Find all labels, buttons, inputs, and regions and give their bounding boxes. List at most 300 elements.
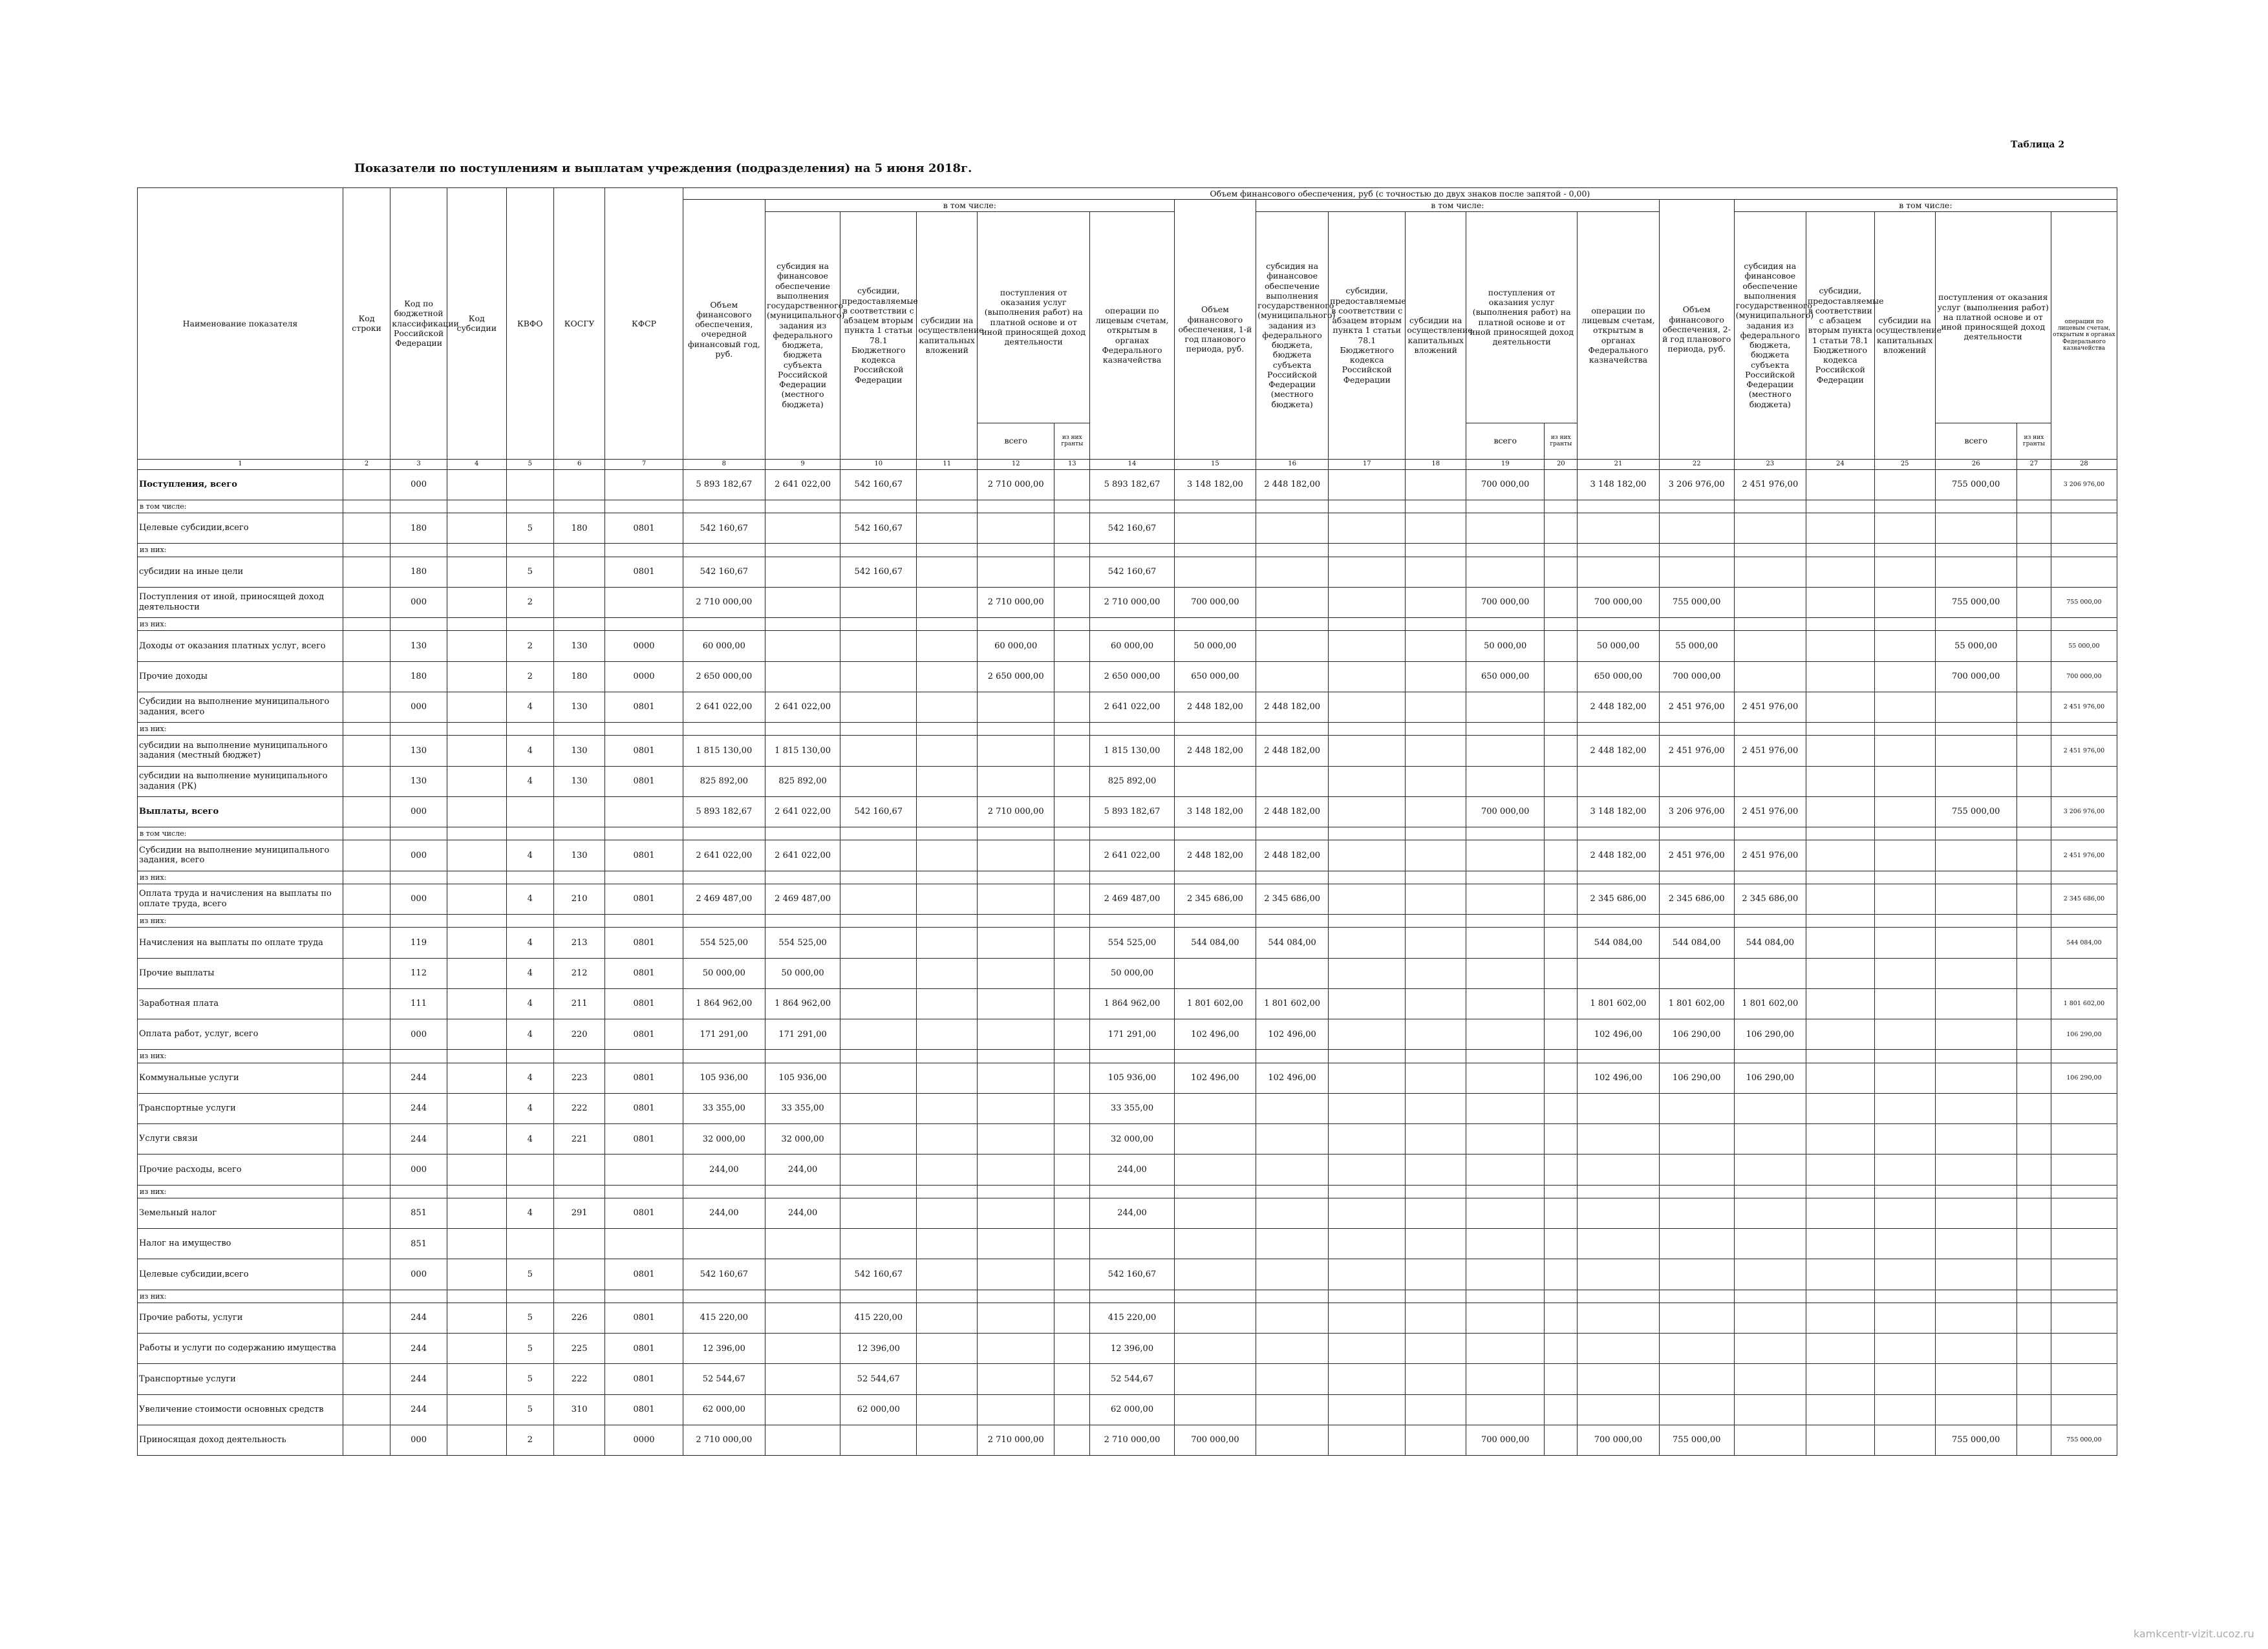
line-code-cell <box>343 1364 390 1394</box>
cell-c22: 106 290,00 <box>1659 1019 1734 1050</box>
cell-c11 <box>917 557 978 587</box>
cell-c8 <box>683 618 765 631</box>
cell-c23 <box>1734 1198 1806 1228</box>
section-label-row <box>138 723 2117 736</box>
cell-c27 <box>2017 1290 2051 1303</box>
cell-c21 <box>1578 1229 1659 1259</box>
header-line-code: Код строки <box>343 188 390 460</box>
table-row <box>138 988 2117 1019</box>
cell-c14: 2 710 000,00 <box>1090 1425 1174 1455</box>
cell-c13 <box>1054 723 1090 736</box>
cell-c23 <box>1734 1124 1806 1154</box>
subsidy-code-cell <box>447 661 506 692</box>
cell-c11 <box>917 723 978 736</box>
cell-kvfo <box>506 544 553 557</box>
cell-c17 <box>1329 988 1406 1019</box>
cell-c13 <box>1054 840 1090 871</box>
line-code-cell <box>343 840 390 871</box>
cell-c18 <box>1406 1425 1466 1455</box>
cell-c17 <box>1329 1093 1406 1123</box>
cell-c20 <box>1545 1394 1578 1425</box>
cell-c13 <box>1054 469 1090 500</box>
subsidy-code-cell <box>447 766 506 796</box>
cell-c16 <box>1256 1229 1329 1259</box>
cell-c8: 415 220,00 <box>683 1303 765 1333</box>
column-number: 10 <box>840 459 917 469</box>
cell-kvfo <box>506 1229 553 1259</box>
row-name: Поступления от иной, приносящей доход деятельности <box>138 587 343 617</box>
cell-c19 <box>1466 1063 1545 1093</box>
cell-code: 000 <box>390 1154 447 1185</box>
cell-c12 <box>978 513 1054 544</box>
cell-c24 <box>1806 1093 1874 1123</box>
cell-c10 <box>840 1063 917 1093</box>
cell-c21: 2 345 686,00 <box>1578 884 1659 914</box>
table-header <box>138 188 2117 470</box>
cell-c8: 60 000,00 <box>683 631 765 661</box>
cell-c12 <box>978 1185 1054 1198</box>
cell-c25 <box>1874 1093 1935 1123</box>
cell-c24 <box>1806 1154 1874 1185</box>
line-code-cell <box>343 1334 390 1364</box>
cell-c10 <box>840 1093 917 1123</box>
table-number-label: Таблица 2 <box>2011 140 2065 150</box>
cell-c24 <box>1806 557 1874 587</box>
cell-c13 <box>1054 1019 1090 1050</box>
cell-c23 <box>1734 1394 1806 1425</box>
cell-c13 <box>1054 827 1090 840</box>
row-name: из них: <box>138 1185 343 1198</box>
cell-c16: 2 448 182,00 <box>1256 840 1329 871</box>
cell-c22 <box>1659 723 1734 736</box>
cell-c27 <box>2017 1425 2051 1455</box>
column-number: 9 <box>765 459 840 469</box>
cell-c20 <box>1545 1290 1578 1303</box>
cell-c24 <box>1806 544 1874 557</box>
cell-kosgu: 221 <box>553 1124 604 1154</box>
cell-c11 <box>917 988 978 1019</box>
cell-c9 <box>765 871 840 884</box>
cell-c28: 2 451 976,00 <box>2051 736 2117 766</box>
cell-c12 <box>978 928 1054 958</box>
cell-c21 <box>1578 1290 1659 1303</box>
header-subsidy-task-2: субсидия на финансовое обеспечение выполнения государственного (муниципального) задания из федерального бюджета, бюджета субъекта Российской Федерации (местного бюджета) <box>1256 211 1329 459</box>
cell-c20 <box>1545 513 1578 544</box>
cell-kfsr: 0801 <box>605 1259 683 1290</box>
cell-c26 <box>1935 840 2017 871</box>
cell-c23 <box>1734 766 1806 796</box>
cell-c21 <box>1578 1334 1659 1364</box>
cell-c11 <box>917 871 978 884</box>
cell-c9 <box>765 1394 840 1425</box>
cell-kosgu <box>553 557 604 587</box>
cell-kosgu: 130 <box>553 766 604 796</box>
cell-c11 <box>917 692 978 722</box>
line-code-cell <box>343 1394 390 1425</box>
cell-c22: 755 000,00 <box>1659 587 1734 617</box>
cell-code <box>390 827 447 840</box>
cell-c17 <box>1329 1229 1406 1259</box>
cell-c21 <box>1578 1198 1659 1228</box>
cell-c27 <box>2017 1229 2051 1259</box>
cell-c15: 50 000,00 <box>1174 631 1256 661</box>
cell-c9 <box>765 1334 840 1364</box>
cell-c19 <box>1466 1290 1545 1303</box>
cell-c16 <box>1256 513 1329 544</box>
cell-c13 <box>1054 915 1090 928</box>
cell-c14 <box>1090 1229 1174 1259</box>
cell-c15: 2 448 182,00 <box>1174 840 1256 871</box>
cell-c26 <box>1935 1303 2017 1333</box>
cell-c18 <box>1406 1259 1466 1290</box>
cell-c17 <box>1329 1154 1406 1185</box>
cell-c14: 2 710 000,00 <box>1090 587 1174 617</box>
cell-c14: 542 160,67 <box>1090 513 1174 544</box>
cell-c18 <box>1406 469 1466 500</box>
cell-c13 <box>1054 1229 1090 1259</box>
cell-c27 <box>2017 840 2051 871</box>
cell-c15: 3 148 182,00 <box>1174 469 1256 500</box>
cell-c25 <box>1874 544 1935 557</box>
cell-c28 <box>2051 1124 2117 1154</box>
subsidy-code-cell <box>447 840 506 871</box>
row-name: Услуги связи <box>138 1124 343 1154</box>
cell-c16 <box>1256 1124 1329 1154</box>
cell-c8: 2 641 022,00 <box>683 840 765 871</box>
cell-c23 <box>1734 618 1806 631</box>
cell-c17 <box>1329 1124 1406 1154</box>
cell-c15 <box>1174 513 1256 544</box>
cell-c18 <box>1406 796 1466 827</box>
cell-c13 <box>1054 631 1090 661</box>
cell-c28 <box>2051 1364 2117 1394</box>
cell-c16 <box>1256 1334 1329 1364</box>
cell-c19 <box>1466 618 1545 631</box>
cell-c9 <box>765 631 840 661</box>
cell-c14: 2 650 000,00 <box>1090 661 1174 692</box>
cell-c11 <box>917 1290 978 1303</box>
cell-kfsr: 0000 <box>605 1425 683 1455</box>
cell-c11 <box>917 928 978 958</box>
cell-c8: 32 000,00 <box>683 1124 765 1154</box>
line-code-cell <box>343 958 390 988</box>
cell-kosgu: 180 <box>553 661 604 692</box>
row-name: Транспортные услуги <box>138 1093 343 1123</box>
cell-c27 <box>2017 736 2051 766</box>
table-row <box>138 1303 2117 1333</box>
cell-code: 244 <box>390 1124 447 1154</box>
cell-c8 <box>683 1290 765 1303</box>
cell-c13 <box>1054 544 1090 557</box>
cell-c11 <box>917 796 978 827</box>
row-name: Работы и услуги по содержанию имущества <box>138 1334 343 1364</box>
cell-c28: 2 345 686,00 <box>2051 884 2117 914</box>
table-row <box>138 884 2117 914</box>
subsidy-code-cell <box>447 723 506 736</box>
cell-c17 <box>1329 1394 1406 1425</box>
row-name: Заработная плата <box>138 988 343 1019</box>
cell-c17 <box>1329 1198 1406 1228</box>
header-subsidy-78-3: субсидии, предоставляемые в соответствии с абзацем вторым пункта 1 статьи 78.1 Бюджетного кодекса Российской Федерации <box>1806 211 1874 459</box>
cell-c12 <box>978 723 1054 736</box>
cell-c12 <box>978 1198 1054 1228</box>
cell-c9 <box>765 1303 840 1333</box>
subsidy-code-cell <box>447 1198 506 1228</box>
cell-c24 <box>1806 1303 1874 1333</box>
cell-c12 <box>978 884 1054 914</box>
cell-c23 <box>1734 1290 1806 1303</box>
table-row <box>138 958 2117 988</box>
cell-c15 <box>1174 1198 1256 1228</box>
cell-c25 <box>1874 1185 1935 1198</box>
line-code-cell <box>343 1050 390 1063</box>
cell-c26 <box>1935 692 2017 722</box>
cell-c9 <box>765 1364 840 1394</box>
cell-code: 851 <box>390 1198 447 1228</box>
cell-kvfo: 2 <box>506 587 553 617</box>
cell-c26 <box>1935 544 2017 557</box>
cell-c12 <box>978 988 1054 1019</box>
cell-c9 <box>765 587 840 617</box>
cell-c22 <box>1659 544 1734 557</box>
cell-c16 <box>1256 1425 1329 1455</box>
cell-kvfo: 2 <box>506 1425 553 1455</box>
cell-c24 <box>1806 1185 1874 1198</box>
column-number: 28 <box>2051 459 2117 469</box>
cell-c12 <box>978 1334 1054 1364</box>
cell-c21 <box>1578 544 1659 557</box>
cell-c23 <box>1734 1303 1806 1333</box>
cell-c12 <box>978 1290 1054 1303</box>
table-body <box>138 469 2117 1456</box>
cell-c16 <box>1256 1050 1329 1063</box>
cell-kosgu: 130 <box>553 840 604 871</box>
cell-c17 <box>1329 469 1406 500</box>
cell-c11 <box>917 587 978 617</box>
table-row <box>138 1229 2117 1259</box>
cell-c19 <box>1466 1334 1545 1364</box>
cell-c17 <box>1329 1303 1406 1333</box>
table-row <box>138 692 2117 722</box>
cell-kfsr: 0801 <box>605 692 683 722</box>
cell-c11 <box>917 1394 978 1425</box>
cell-c27 <box>2017 1154 2051 1185</box>
cell-c18 <box>1406 1050 1466 1063</box>
cell-c12 <box>978 1019 1054 1050</box>
subsidy-code-cell <box>447 915 506 928</box>
cell-c8: 50 000,00 <box>683 958 765 988</box>
cell-kvfo <box>506 500 553 513</box>
column-number: 14 <box>1090 459 1174 469</box>
cell-kfsr <box>605 587 683 617</box>
cell-c14 <box>1090 827 1174 840</box>
cell-c13 <box>1054 1259 1090 1290</box>
cell-c26 <box>1935 1019 2017 1050</box>
cell-code: 180 <box>390 661 447 692</box>
table-row <box>138 1019 2117 1050</box>
cell-c27 <box>2017 618 2051 631</box>
subsidy-code-cell <box>447 1154 506 1185</box>
header-total-2: всего <box>1466 423 1545 459</box>
line-code-cell <box>343 1185 390 1198</box>
cell-c28 <box>2051 871 2117 884</box>
line-code-cell <box>343 723 390 736</box>
cell-c21 <box>1578 557 1659 587</box>
cell-c23: 2 451 976,00 <box>1734 840 1806 871</box>
cell-c20 <box>1545 1154 1578 1185</box>
row-name: Налог на имущество <box>138 1229 343 1259</box>
cell-c17 <box>1329 661 1406 692</box>
cell-c18 <box>1406 557 1466 587</box>
cell-c28: 1 801 602,00 <box>2051 988 2117 1019</box>
cell-c25 <box>1874 871 1935 884</box>
table-row <box>138 469 2117 500</box>
cell-c27 <box>2017 631 2051 661</box>
header-including-3: в том числе: <box>1734 200 2117 211</box>
cell-c20 <box>1545 723 1578 736</box>
cell-c26 <box>1935 1364 2017 1394</box>
subsidy-code-cell <box>447 1334 506 1364</box>
cell-c27 <box>2017 1364 2051 1394</box>
cell-kosgu: 212 <box>553 958 604 988</box>
header-kfsr: КФСР <box>605 188 683 460</box>
cell-c22: 2 451 976,00 <box>1659 736 1734 766</box>
cell-kfsr: 0801 <box>605 1019 683 1050</box>
cell-c8: 2 469 487,00 <box>683 884 765 914</box>
cell-c21: 700 000,00 <box>1578 587 1659 617</box>
cell-kvfo <box>506 1185 553 1198</box>
cell-kfsr: 0801 <box>605 988 683 1019</box>
cell-c26 <box>1935 1290 2017 1303</box>
cell-kvfo: 4 <box>506 1124 553 1154</box>
cell-c25 <box>1874 513 1935 544</box>
cell-c24 <box>1806 513 1874 544</box>
cell-c28 <box>2051 1229 2117 1259</box>
row-name: из них: <box>138 871 343 884</box>
cell-kvfo: 4 <box>506 1198 553 1228</box>
cell-c26 <box>1935 827 2017 840</box>
cell-c16: 2 448 182,00 <box>1256 692 1329 722</box>
line-code-cell <box>343 631 390 661</box>
line-code-cell <box>343 1093 390 1123</box>
cell-c22: 2 451 976,00 <box>1659 840 1734 871</box>
cell-c21: 650 000,00 <box>1578 661 1659 692</box>
cell-c12 <box>978 1259 1054 1290</box>
cell-code: 000 <box>390 840 447 871</box>
column-number: 4 <box>447 459 506 469</box>
cell-c23 <box>1734 544 1806 557</box>
cell-c14: 825 892,00 <box>1090 766 1174 796</box>
cell-c23: 544 084,00 <box>1734 928 1806 958</box>
row-name: Увеличение стоимости основных средств <box>138 1394 343 1425</box>
cell-c16 <box>1256 544 1329 557</box>
cell-kosgu <box>553 1290 604 1303</box>
cell-c27 <box>2017 1093 2051 1123</box>
cell-c8: 244,00 <box>683 1154 765 1185</box>
cell-kfsr: 0801 <box>605 766 683 796</box>
cell-c20 <box>1545 618 1578 631</box>
cell-c8: 171 291,00 <box>683 1019 765 1050</box>
cell-c22 <box>1659 871 1734 884</box>
header-vol-plan2: Объем финансового обеспечения, 2-й год планового периода, руб. <box>1659 200 1734 459</box>
cell-c18 <box>1406 1093 1466 1123</box>
cell-c23 <box>1734 1093 1806 1123</box>
table-row <box>138 1425 2117 1455</box>
cell-c27 <box>2017 1063 2051 1093</box>
cell-c15: 2 448 182,00 <box>1174 736 1256 766</box>
cell-c25 <box>1874 618 1935 631</box>
cell-c9: 2 641 022,00 <box>765 692 840 722</box>
cell-c24 <box>1806 1050 1874 1063</box>
cell-c26: 55 000,00 <box>1935 631 2017 661</box>
cell-c28: 2 451 976,00 <box>2051 840 2117 871</box>
header-subsidy-78-2: субсидии, предоставляемые в соответствии с абзацем вторым пункта 1 статьи 78.1 Бюджетного кодекса Российской Федерации <box>1329 211 1406 459</box>
cell-c10 <box>840 958 917 988</box>
table-row <box>138 766 2117 796</box>
cell-c22 <box>1659 1290 1734 1303</box>
cell-c9: 105 936,00 <box>765 1063 840 1093</box>
cell-code: 244 <box>390 1364 447 1394</box>
cell-c22 <box>1659 915 1734 928</box>
cell-c27 <box>2017 661 2051 692</box>
column-number: 20 <box>1545 459 1578 469</box>
cell-c9: 1 864 962,00 <box>765 988 840 1019</box>
cell-kvfo: 4 <box>506 840 553 871</box>
cell-c25 <box>1874 692 1935 722</box>
cell-c9 <box>765 557 840 587</box>
cell-c23 <box>1734 1364 1806 1394</box>
cell-c16 <box>1256 1259 1329 1290</box>
cell-c17 <box>1329 692 1406 722</box>
cell-c10 <box>840 840 917 871</box>
row-name: из них: <box>138 915 343 928</box>
header-including-2: в том числе: <box>1256 200 1660 211</box>
table-row <box>138 631 2117 661</box>
line-code-cell <box>343 500 390 513</box>
cell-kosgu <box>553 1229 604 1259</box>
cell-kvfo: 5 <box>506 1303 553 1333</box>
cell-c11 <box>917 513 978 544</box>
cell-c10 <box>840 661 917 692</box>
cell-c21 <box>1578 1093 1659 1123</box>
cell-c22: 2 451 976,00 <box>1659 692 1734 722</box>
cell-c21 <box>1578 1050 1659 1063</box>
cell-c8 <box>683 500 765 513</box>
cell-c13 <box>1054 557 1090 587</box>
cell-c24 <box>1806 1334 1874 1364</box>
line-code-cell <box>343 1259 390 1290</box>
cell-c16 <box>1256 1394 1329 1425</box>
cell-c26 <box>1935 1050 2017 1063</box>
cell-c21 <box>1578 1259 1659 1290</box>
cell-kfsr <box>605 1229 683 1259</box>
section-label-row <box>138 871 2117 884</box>
cell-c21: 3 148 182,00 <box>1578 796 1659 827</box>
cell-c17 <box>1329 513 1406 544</box>
cell-c28 <box>2051 1050 2117 1063</box>
cell-c15: 700 000,00 <box>1174 587 1256 617</box>
cell-c19 <box>1466 766 1545 796</box>
cell-code <box>390 618 447 631</box>
subsidy-code-cell <box>447 1124 506 1154</box>
table-row <box>138 1259 2117 1290</box>
cell-c19 <box>1466 1019 1545 1050</box>
row-name: Коммунальные услуги <box>138 1063 343 1093</box>
header-subsidy-78-1: субсидии, предоставляемые в соответствии с абзацем вторым пункта 1 статьи 78.1 Бюджетного кодекса Российской Федерации <box>840 211 917 459</box>
cell-c15: 102 496,00 <box>1174 1019 1256 1050</box>
cell-c10 <box>840 871 917 884</box>
cell-c15 <box>1174 1290 1256 1303</box>
